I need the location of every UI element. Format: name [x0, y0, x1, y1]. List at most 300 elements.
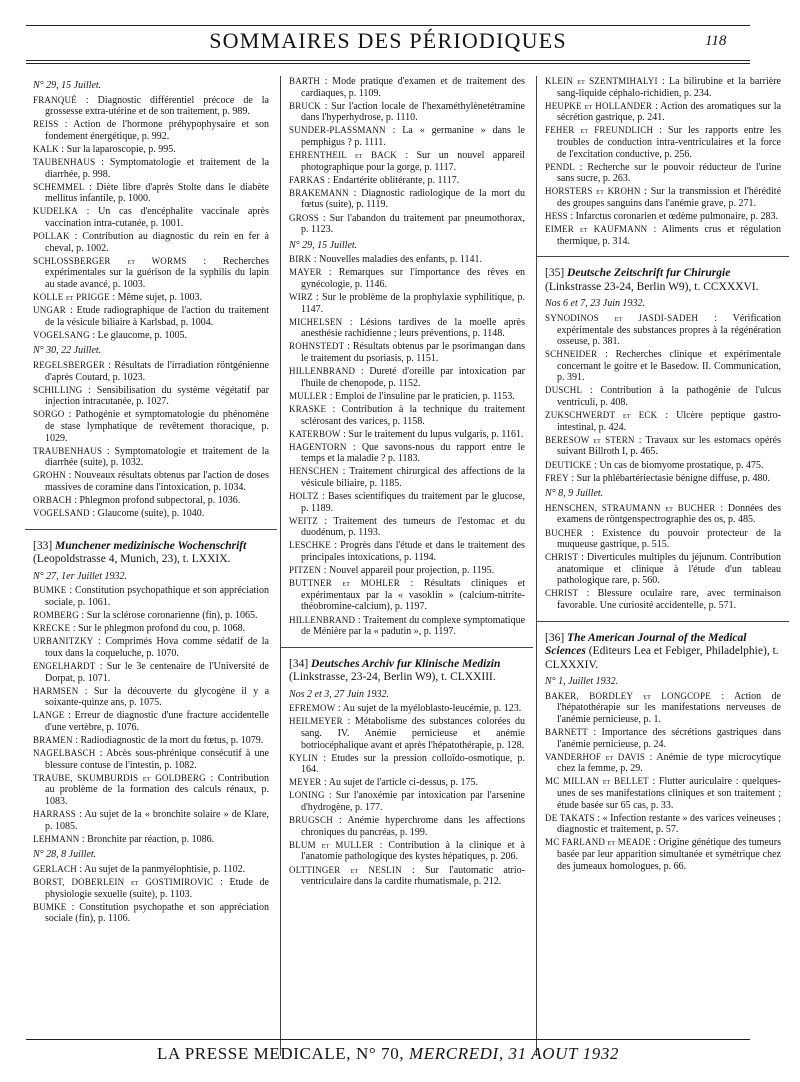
entry-text: : Erreur de diagnostic d'une fracture accidentelle d'une vertèbre, p. 1076. — [45, 710, 269, 733]
entry-author: HAGENTORN — [289, 441, 347, 452]
entry-author: KRECKE — [33, 623, 71, 634]
abstract-entry — [33, 305, 269, 328]
abstract-entry — [289, 565, 525, 577]
entry-text: : Sur les rapports entre les troubles de conduction intra-ventriculaires et la force de l'excitation conductive, p. 256. — [557, 125, 782, 160]
abstract-entry — [289, 578, 525, 613]
entry-author: HILLENBRAND — [289, 366, 356, 377]
issue-date-heading: Nos 6 et 7, 23 Juin 1932. — [545, 298, 645, 310]
journal-name: Deutsche Zeitschrift fur Chirurgie — [567, 267, 731, 280]
entry-text: : Anémie hyperchrome dans les affections chroniques du pancréas, p. 199. — [301, 815, 525, 838]
entry-text: : « Infection restante » des varices veineuses ; diagnostic et traitement, p. 57. — [557, 812, 782, 836]
entry-author: GROSS — [289, 212, 320, 223]
entry-text: : Radiodiagnostic de la mort du fœtus, p. 1079. — [75, 735, 264, 746]
entry-author: EHRENTHEIL et BACK — [289, 150, 397, 161]
abstract-entry — [545, 473, 781, 485]
abstract-entry — [545, 528, 781, 551]
entry-text: : Symptomatologie et traitement de la diarrhée (suite), p. 1032. — [45, 445, 270, 469]
entry-author: MAYER — [289, 267, 322, 278]
entry-author: HILLENBRAND — [289, 614, 356, 625]
entry-author: SCHEMMEL — [33, 181, 85, 192]
entry-author: NAGELBASCH — [33, 748, 96, 759]
abstract-entry — [33, 623, 269, 635]
column-divider-1 — [280, 76, 281, 1056]
column-3 — [545, 76, 781, 874]
entry-author: BAKER, BORDLEY et LONGCOPE — [545, 690, 711, 701]
abstract-entry — [33, 864, 269, 876]
abstract-entry — [289, 188, 525, 211]
entry-text: : Le glaucome, p. 1005. — [92, 329, 188, 341]
entry-text: : Au sujet de l'article ci-dessus, p. 175. — [324, 777, 478, 789]
abstract-entry — [289, 101, 525, 124]
entry-author: VOGELSAND — [33, 508, 90, 519]
abstract-entry — [289, 267, 525, 290]
entry-text: : Glaucome (suite), p. 1040. — [92, 508, 205, 520]
header-rule-bottom — [26, 60, 750, 61]
journal-info: (Editeurs Lea et Febiger, Philadelphie), t. CLXXXIV. — [545, 645, 779, 671]
entry-text: : Lésions tardives de la moelle après anesthésie rachidienne ; leurs préventions, p. 1148. — [301, 316, 525, 340]
page-title: SOMMAIRES DES PÉRIODIQUES — [209, 28, 567, 53]
abstract-entry — [289, 516, 525, 539]
entry-author: SCHNEIDER — [545, 349, 598, 360]
entry-author: CHRIST — [545, 552, 579, 563]
abstract-entry — [545, 410, 781, 433]
entry-author: BARNETT — [545, 727, 588, 738]
entry-author: HENSCHEN, STRAUMANN et BUCHER — [545, 502, 716, 513]
entry-text: : Flutter auriculaire : quelques-unes de ses manifestations cliniques et son traitement ; étude basée sur 65 cas, p. 33. — [557, 776, 782, 811]
entry-author: VOGELSANG — [33, 329, 90, 340]
entry-author: URBANITZKY — [33, 636, 94, 647]
entry-author: REISS — [33, 119, 59, 130]
entry-text: : Sur le 3e centenaire de l'Université de Dorpat, p. 1071. — [45, 660, 269, 684]
entry-text: : Blessure oculaire rare, avec terminaison favorable. Une curiosité accidentelle, p. 571. — [557, 588, 782, 612]
entry-text: : Au sujet de la panmyélophtisie, p. 1102. — [79, 863, 246, 875]
entry-text: : Diagnostic radiologique de la mort du fœtus (suite), p. 1119. — [301, 187, 526, 211]
footer-weekday: MERCREDI, — [409, 1044, 504, 1063]
entry-text: : Importance des sécrétions gastriques dans l'anémie pernicieuse, p. 24. — [557, 727, 781, 750]
entry-text: : Mode pratique d'examen et de traitement des cardiaques, p. 1109. — [301, 76, 525, 99]
issue-date-heading: N° 29, 15 Juillet. — [33, 80, 102, 91]
page-footer — [26, 1044, 750, 1064]
entry-author: FREY — [545, 472, 569, 483]
entry-author: BIRK — [289, 254, 312, 265]
entry-author: KATERBOW — [289, 428, 341, 439]
section-separator — [537, 256, 789, 257]
entry-text: : Contribution au problème de la formation des calculs rénaux, p. 1083. — [45, 772, 269, 807]
entry-text: : Sensibilisation du système végétatif par injection intracutanée, p. 1027. — [45, 384, 269, 408]
abstract-entry — [289, 292, 525, 315]
entry-author: BARTH — [289, 76, 320, 86]
entry-author: BUCHER — [545, 527, 583, 538]
entry-author: DEUTICKE — [545, 459, 592, 470]
abstract-entry — [289, 150, 525, 173]
entry-text: : Traitement des tumeurs de l'estomac et du duodénum, p. 1193. — [301, 515, 525, 539]
entry-author: ROMBERG — [33, 610, 79, 621]
abstract-entry — [33, 902, 269, 925]
abstract-entry — [33, 360, 269, 383]
abstract-entry — [33, 773, 269, 808]
abstract-entry — [289, 491, 525, 514]
entry-text: : Etude de physiologie sexuelle (suite), p. 1103. — [45, 877, 270, 900]
entry-author: DE TAKATS — [545, 812, 595, 823]
entry-author: HARMSEN — [33, 685, 79, 696]
abstract-entry — [33, 385, 269, 408]
entry-text: : Un cas d'encéphalite vaccinale après vaccination intra-cutanée, p. 1001. — [45, 206, 270, 230]
abstract-entry — [545, 588, 781, 611]
entry-author: BRUGSCH — [289, 815, 333, 826]
entry-text: : Constitution psychopathique et son appréciation sociale, p. 1061. — [45, 585, 269, 608]
entry-author: ZUKSCHWERDT et ECK — [545, 410, 658, 421]
column-1 — [33, 76, 269, 926]
abstract-entry — [33, 748, 269, 771]
abstract-entry — [545, 162, 781, 185]
abstract-entry — [545, 313, 781, 348]
entry-author: HORSTERS et KROHN — [545, 186, 641, 197]
abstract-entry — [33, 686, 269, 709]
issue-date-heading: N° 1, Juillet 1932. — [545, 676, 619, 688]
entry-author: LEHMANN — [33, 833, 80, 844]
entry-text: : Action des aromatiques sur la sécrétion gastrique, p. 241. — [557, 100, 782, 124]
entry-text: : Contribution à la pathogénie de l'ulcus ventriculi, p. 408. — [557, 385, 782, 409]
entry-text: : Endartérite oblitérante, p. 1117. — [327, 174, 460, 186]
entry-text: : Résultats de l'irradiation röntgénienne d'après Coutard, p. 1023. — [45, 360, 269, 383]
entry-author: HOLTZ — [289, 491, 319, 502]
abstract-entry — [33, 231, 269, 254]
entry-text: : Traitement du complexe symptomatique de Ménière par la « padutin », p. 1197. — [301, 614, 526, 638]
entry-author: KRASKE — [289, 403, 327, 414]
entry-text: : Symptomatologie et traitement de la diarrhée, p. 998. — [45, 157, 270, 180]
entry-text: : Dureté d'oreille par intoxication par l'huile de chenopode, p. 1152. — [301, 366, 526, 389]
issue-date-heading: N° 30, 22 Juillet. — [33, 345, 102, 357]
abstract-entry — [33, 144, 269, 156]
entry-author: MEYER — [289, 777, 322, 788]
abstract-entry — [289, 366, 525, 389]
entry-text: : Résultats cliniques et expérimentaux par la « vasoklin » (calcium-nitrite-théobromine-calcium), p. 1197. — [301, 578, 526, 613]
abstract-entry — [33, 182, 269, 205]
entry-author: SORGO — [33, 409, 65, 420]
header-rule-top — [26, 25, 750, 26]
entry-text: : Traitement chirurgical des affections de la vésicule biliaire, p. 1185. — [301, 466, 526, 489]
abstract-entry — [289, 175, 525, 187]
abstract-entry — [33, 409, 269, 444]
abstract-entry — [545, 752, 781, 775]
abstract-entry — [289, 703, 525, 715]
journal-heading — [33, 540, 269, 567]
abstract-entry — [289, 341, 525, 364]
entry-text: : Au sujet de la myéloblasto-leucémie, p. 123. — [337, 703, 522, 715]
entry-author: SUNDER-PLASSMANN — [289, 125, 386, 136]
abstract-entry — [289, 404, 525, 427]
section-separator — [281, 647, 533, 648]
abstract-entry — [33, 710, 269, 733]
entry-author: BUMKE — [33, 585, 67, 596]
issue-date-heading: N° 29, 15 Juillet. — [289, 239, 358, 251]
entry-text: : Métabolisme des substances colorées du sang. IV. Anémie pernicieuse et anémie botriocéphalique avant et après l'hépatothérapie, p. 128. — [301, 716, 526, 751]
entry-author: ORBACH — [33, 495, 72, 506]
entry-text: : Sur la sclérose coronarienne (fin), p. 1065. — [81, 610, 258, 622]
section-separator — [25, 529, 277, 530]
abstract-entry — [289, 790, 525, 813]
entry-author: LANGE — [33, 710, 65, 721]
journal-heading — [289, 658, 525, 685]
entry-text: : Sur l'abandon du traitement par pneumothorax, p. 1123. — [301, 212, 526, 236]
entry-author: EIMER et KAUFMANN — [545, 224, 648, 235]
entry-text: : Existence du pouvoir protecteur de la muqueuse gastrique, p. 515. — [557, 527, 782, 551]
entry-text: : Ulcère peptique gastro-intestinal, p. 424. — [557, 410, 781, 433]
entry-author: DUSCHL — [545, 385, 583, 396]
entry-text: : Sur la laparoscopie, p. 995. — [61, 143, 176, 155]
abstract-entry — [33, 661, 269, 684]
entry-author: MULLER — [289, 390, 328, 401]
entry-author: CHRIST — [545, 588, 579, 599]
abstract-entry — [33, 446, 269, 469]
entry-text: : Constitution psychopathe et son appréciation sociale (fin), p. 1106. — [45, 901, 270, 925]
journal-number: [34] — [289, 657, 309, 670]
abstract-entry — [33, 256, 269, 291]
entry-text: : Résultats obtenus par le psorimangan dans le traitement du psoriasis, p. 1151. — [301, 341, 526, 365]
entry-text: : Diagnostic différentiel précoce de la grossesse extra-utérine et de son traitement, p. 989. — [45, 94, 269, 118]
abstract-entry — [545, 101, 781, 124]
abstract-entry — [545, 435, 781, 458]
entry-author: HEUPKE et HOLLANDER — [545, 100, 653, 111]
abstract-entry — [33, 877, 269, 900]
entry-author: BRUCK — [289, 100, 322, 111]
entry-author: UNGAR — [33, 305, 67, 316]
abstract-entry — [33, 809, 269, 832]
issue-date-heading: N° 27, 1er Juillet 1932. — [33, 570, 127, 582]
journal-info: (Leopoldstrasse 4, Munich, 23), t. LXXIX. — [33, 553, 231, 566]
abstract-entry — [545, 385, 781, 408]
entry-text: : Progrès dans l'étude et dans le traitement des principales intoxications, p. 1194. — [301, 540, 526, 564]
abstract-entry — [545, 503, 781, 526]
entry-author: GROHN — [33, 470, 67, 481]
entry-text: : Action de l'hépatothérapie sur les manifestations nerveuses de l'anémie pernicieuse, p. 1. — [557, 690, 781, 725]
issue-date-heading: N° 8, 9 Juillet. — [545, 488, 604, 500]
abstract-entry — [545, 76, 781, 99]
abstract-entry — [33, 470, 269, 493]
journal-heading — [545, 267, 781, 294]
footer-journal: LA PRESSE MEDICALE, — [156, 1044, 352, 1063]
entry-author: BLUM et MULLER — [289, 839, 374, 850]
entry-text: : Emploi de l'insuline par le praticien, p. 1153. — [329, 390, 515, 402]
entry-text: : Sur le phlegmon profond du cou, p. 1068. — [72, 623, 246, 635]
abstract-entry — [289, 254, 525, 266]
abstract-entry — [289, 317, 525, 340]
entry-text: : Bronchite par réaction, p. 1086. — [81, 833, 215, 845]
entry-text: : Que savons-nous du rapport entre le temps et la maladie ? p. 1183. — [301, 441, 525, 465]
abstract-entry — [33, 119, 269, 142]
entry-text: : Etude radiographique de l'action du traitement de la vésicule biliaire à Karlsbad, p. 1004. — [45, 305, 270, 328]
entry-text: : Action de l'hormone préhypophysaire et son fondement énergétique, p. 992. — [45, 119, 270, 142]
entry-author: PITZEN — [289, 565, 322, 576]
entry-text: : Etudes sur la pression colloïdo-osmotique, p. 164. — [301, 752, 525, 776]
abstract-entry — [33, 834, 269, 846]
entry-text: : Sur l'action locale de l'hexaméthylènetétramine dans l'hyperhydrose, p. 1110. — [301, 100, 525, 124]
entry-text: : Un cas de biomyome prostatique, p. 475. — [594, 459, 764, 471]
abstract-entry — [289, 777, 525, 789]
entry-author: ROHNSTEDT — [289, 341, 345, 352]
entry-text: : Bases scientifiques du traitement par le glucose, p. 1189. — [301, 491, 525, 514]
entry-text: : Diverticules multiples du jéjunum. Contribution anatomique et clinique à l'étude d'un tableau pathologique rare, p. 560. — [557, 552, 781, 587]
abstract-entry — [33, 508, 269, 520]
entry-author: VANDERHOF et DAVIS — [545, 751, 646, 762]
entry-author: BUTTNER et MOHLER — [289, 578, 400, 589]
abstract-entry — [33, 636, 269, 659]
entry-text: : Recherches expérimentales sur la guérison de la syphilis du lapin au stade avancé, p. 1003. — [45, 255, 269, 290]
section-separator — [537, 621, 789, 622]
entry-author: KALK — [33, 143, 59, 154]
entry-author: SCHLOSSBERGER et WORMS — [33, 255, 187, 266]
entry-author: EFREMOW — [289, 703, 336, 714]
journal-info: (Linkstrasse, 23-24, Berlin W9), t. CLXXIII. — [289, 671, 496, 684]
journal-name: The American Journal of the Medical Sciences — [545, 631, 747, 658]
entry-author: PENDL — [545, 161, 575, 172]
entry-author: WEITZ — [289, 515, 318, 526]
entry-author: HARRASS — [33, 809, 76, 820]
header-rule-bottom-2 — [26, 63, 750, 64]
entry-text: : Sur le traitement du lupus vulgaris, p. 1161. — [343, 428, 524, 440]
entry-author: KLEIN et SZENTMIHALYI — [545, 76, 658, 86]
entry-text: : Recherches clinique et expérimentale concernant le goitre et le Basedow. II. Communication, p. 391. — [557, 349, 781, 384]
entry-author: MICHELSEN — [289, 316, 343, 327]
journal-number: [33] — [33, 539, 53, 552]
abstract-entry — [545, 837, 781, 872]
entry-text: : Infarctus coronarien et œdème pulmonaire, p. 283. — [570, 211, 779, 223]
entry-text: : Sur la découverte du glycogène il y a soixante-quinze ans, p. 1075. — [45, 685, 270, 709]
abstract-entry — [545, 727, 781, 750]
entry-author: HEILMEYER — [289, 716, 343, 727]
entry-text: : Origine génétique des tumeurs basée par leur apparition simultanée et symétrique chez des jumeaux homologues, p. 66. — [557, 837, 782, 872]
footer-date: 31 AOUT 1932 — [508, 1044, 620, 1063]
abstract-entry — [545, 224, 781, 247]
abstract-entry — [289, 391, 525, 403]
entry-text: : Remarques sur l'importance des rêves en gynécologie, p. 1146. — [301, 267, 526, 290]
entry-author: BRAKEMANN — [289, 187, 349, 198]
abstract-entry — [33, 157, 269, 180]
abstract-entry — [545, 552, 781, 587]
entry-author: SYNODINOS et JASDI-SADEH — [545, 312, 699, 323]
journal-heading — [545, 632, 781, 673]
page-number: 118 — [705, 33, 727, 49]
abstract-entry — [289, 716, 525, 751]
abstract-entry — [33, 610, 269, 622]
abstract-entry — [289, 76, 525, 99]
abstract-entry — [33, 292, 269, 304]
abstract-entry — [545, 211, 781, 223]
entry-author: FARKAS — [289, 174, 326, 185]
abstract-entry — [33, 95, 269, 118]
entry-text: : Sur un nouvel appareil photographique pour la gorge, p. 1117. — [301, 150, 526, 173]
journal-name: Munchener medizinische Wochenschrift — [55, 539, 247, 552]
entry-text: : Sur la phlébartériectasie bénigne diffuse, p. 480. — [571, 472, 770, 484]
entry-author: OLTTINGER et NESLIN — [289, 864, 402, 875]
abstract-entry — [33, 206, 269, 229]
entry-author: FEHER et FREUNDLICH — [545, 125, 654, 136]
entry-author: KUDELKA — [33, 206, 78, 217]
entry-text: : Même sujet, p. 1003. — [112, 292, 203, 304]
entry-author: TAUBENHAUS — [33, 157, 96, 168]
entry-text: : Aliments crus et régulation thermique, p. 314. — [557, 224, 782, 247]
abstract-entry — [289, 125, 525, 148]
footer-number: N° 70, — [356, 1044, 405, 1063]
abstract-entry — [289, 429, 525, 441]
entry-author: KOLLE et PRIGGE — [33, 292, 110, 303]
entry-text: : Au sujet de la « bronchite solaire » de Klare, p. 1085. — [45, 809, 269, 832]
entry-author: TRAUBENHAUS — [33, 445, 103, 456]
entry-author: KYLIN — [289, 752, 318, 763]
entry-author: POLLAK — [33, 231, 70, 242]
entry-author: BRAMEN — [33, 735, 73, 745]
abstract-entry — [33, 495, 269, 507]
abstract-entry — [289, 840, 525, 863]
abstract-entry — [33, 585, 269, 608]
entry-author: MC FARLAND et MEADE — [545, 837, 651, 848]
entry-text: : Phlegmon profond subpectoral, p. 1036. — [74, 495, 241, 507]
entry-author: REGELSBERGER — [33, 360, 105, 371]
entry-text: : Sur le problème de la prophylaxie syphilitique, p. 1147. — [301, 292, 526, 315]
entry-author: HENSCHEN — [289, 466, 339, 477]
entry-text: : Sur la transmission et l'hérédité des groupes sanguins dans l'anémie grave, p. 271. — [557, 186, 782, 209]
entry-text: : Nouvel appareil pour projection, p. 1195. — [323, 565, 495, 577]
entry-text: : Nouvelles maladies des enfants, p. 1141. — [313, 254, 483, 266]
entry-text: : Comprimés Hova comme sédatif de la toux dans la coqueluche, p. 1070. — [45, 636, 269, 659]
abstract-entry — [545, 776, 781, 811]
entry-author: FRANQUÉ — [33, 94, 77, 105]
entry-text: : Contribution à la technique du traitement sclérosant des varices, p. 1158. — [301, 403, 525, 427]
entry-author: LESCHKE — [289, 540, 331, 551]
entry-text: : Abcès sous-phrénique consécutif à une blessure contuse de l'intestin, p. 1082. — [45, 748, 269, 771]
entry-text: : La bilirubine et la barrière sang-liquide céphalo-richidien, p. 234. — [557, 76, 781, 99]
entry-author: SCHILLING — [33, 384, 83, 395]
entry-author: ENGELHARDT — [33, 660, 96, 671]
abstract-entry — [33, 735, 269, 747]
entry-text: : La « germanine » dans le pemphigus ? p. 1111. — [301, 125, 526, 148]
entry-text: : Sur l'anoxémie par intoxication par l'arsenine d'hydrogène, p. 177. — [301, 790, 525, 814]
entry-text: : Sur l'automatic atrio-ventriculaire dans la cardite rhumatismale, p. 212. — [301, 864, 525, 888]
abstract-entry — [545, 125, 781, 160]
entry-author: TRAUBE, SKUMBURDIS et GOLDBERG — [33, 772, 206, 783]
entry-author: GERLACH — [33, 863, 77, 874]
entry-text: : Pathogénie et symptomatologie du phénomène de stase lymphatique de revêtement thoracique, p. 1029. — [45, 409, 269, 444]
abstract-entry — [545, 460, 781, 472]
abstract-entry — [289, 442, 525, 465]
entry-text: : Travaux sur les estomacs opérés suivant Billroth I, p. 465. — [557, 434, 782, 458]
issue-date-heading: N° 28, 8 Juillet. — [33, 849, 97, 861]
footer-rule — [26, 1039, 750, 1040]
abstract-entry — [545, 813, 781, 836]
entry-text: : Contribution au diagnostic du rein en fer à cheval, p. 1002. — [45, 231, 269, 254]
entry-text: : Données des examens de röntgenspectrographie des os, p. 485. — [557, 502, 781, 526]
abstract-entry — [289, 753, 525, 776]
abstract-entry — [289, 615, 525, 638]
abstract-entry — [545, 691, 781, 726]
journal-number: [35] — [545, 267, 565, 280]
entry-author: HESS — [545, 211, 568, 222]
abstract-entry — [545, 349, 781, 384]
journal-number: [36] — [545, 631, 565, 644]
journal-name: Deutsches Archiv fur Klinische Medizin — [311, 657, 501, 670]
entry-text: : Diète libre d'après Stolte dans le diabète mellitus infantile, p. 1000. — [45, 181, 269, 205]
entry-author: BORST, DOBERLEIN et GOSTIMIROVIC — [33, 877, 214, 888]
entry-author: BERESOW et STERN — [545, 434, 635, 445]
entry-text: : Recherche sur le pouvoir réducteur de l'urine sans sucre, p. 263. — [557, 161, 782, 185]
entry-text: : Vérification expérimentale des substances propres à la régénération osseuse, p. 381. — [557, 312, 781, 348]
column-divider-2 — [536, 76, 537, 1056]
entry-author: LONING — [289, 790, 325, 801]
entry-text: : Anémie de type microcytique chez la femme, p. 29. — [557, 751, 781, 775]
entry-author: BUMKE — [33, 901, 67, 912]
entry-author: WIRZ — [289, 292, 313, 303]
journal-info: (Linkstrasse 23-24, Berlin W9), t. CCXXXVI. — [545, 280, 759, 293]
